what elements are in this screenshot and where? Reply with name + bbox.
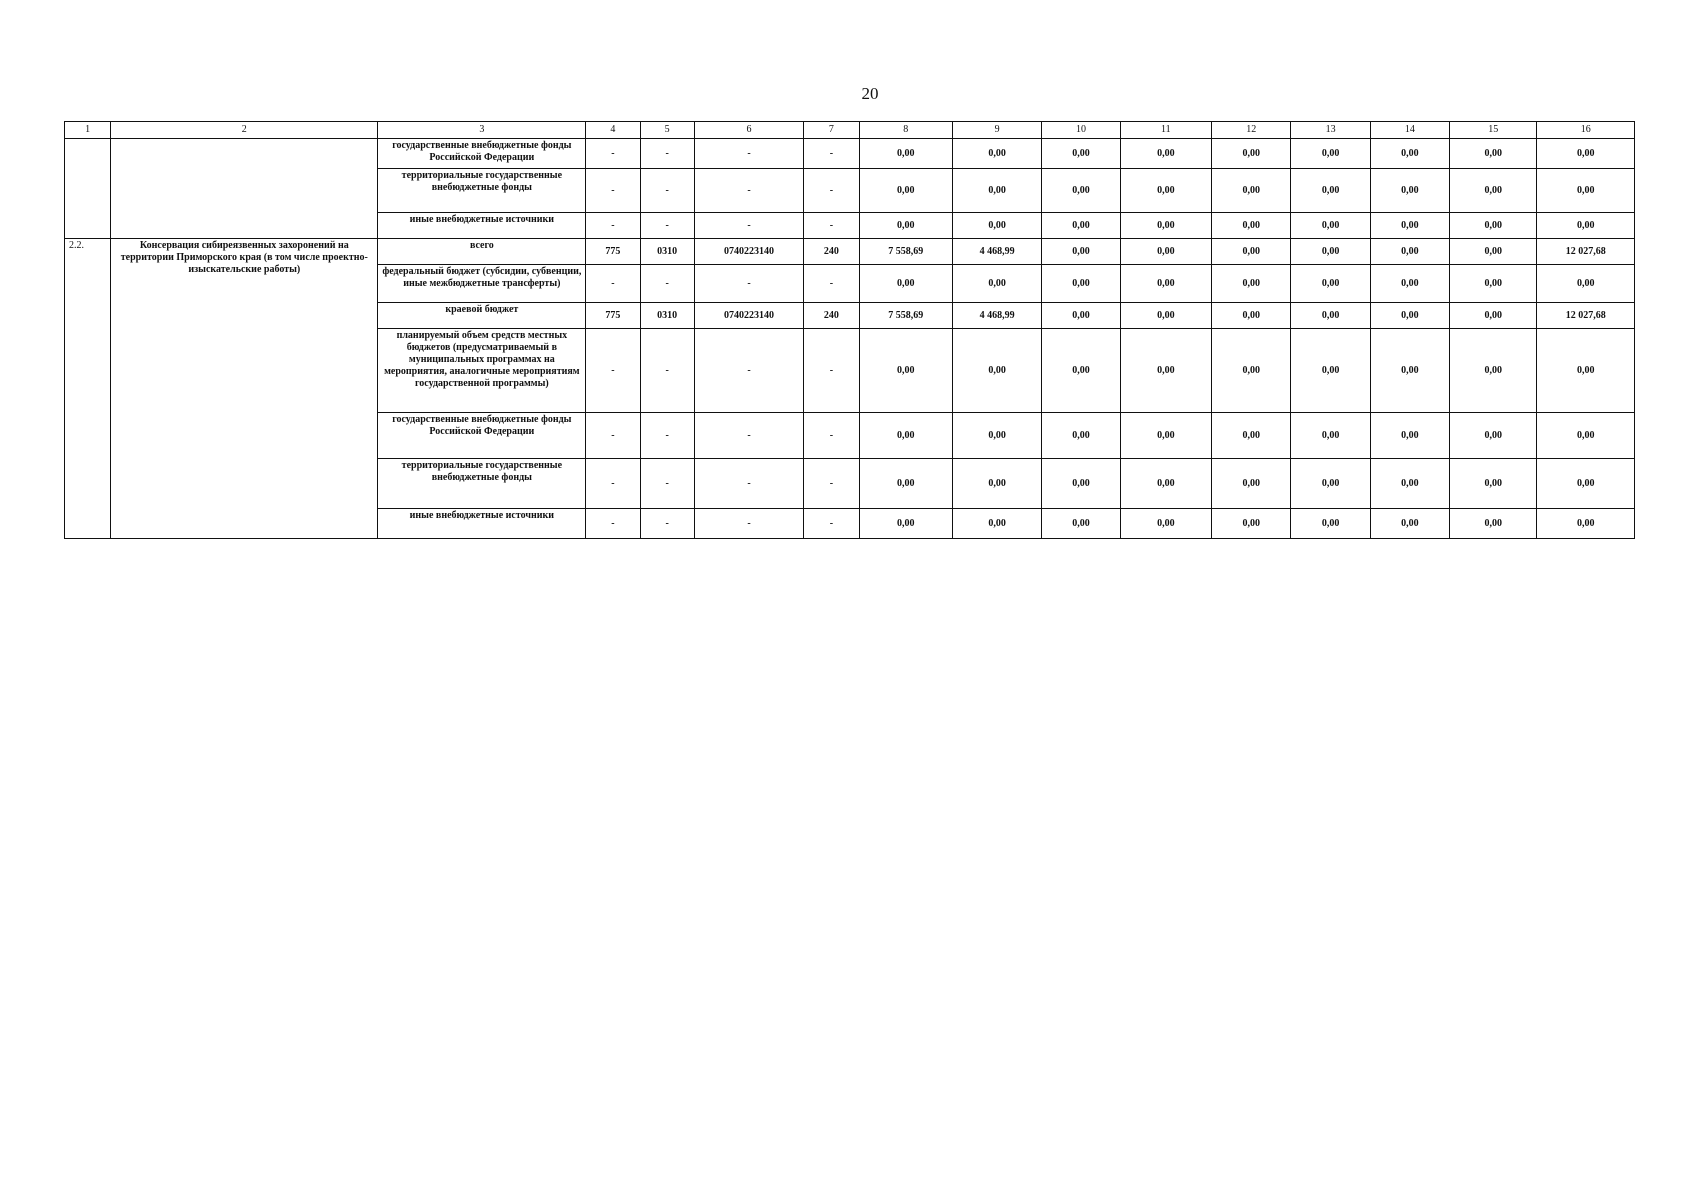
page-number: 20 bbox=[861, 84, 879, 103]
value-cell: 0,00 bbox=[1212, 265, 1291, 303]
value-cell: 0,00 bbox=[1042, 265, 1120, 303]
value-cell: 0,00 bbox=[1120, 459, 1211, 509]
value-cell: 0,00 bbox=[1291, 413, 1370, 459]
code-cell: - bbox=[586, 265, 640, 303]
value-cell: 0,00 bbox=[1212, 213, 1291, 239]
code-cell: - bbox=[586, 329, 640, 413]
value-cell: 0,00 bbox=[1450, 459, 1537, 509]
value-cell: 0,00 bbox=[1370, 509, 1449, 539]
number-cell bbox=[65, 139, 111, 239]
value-cell: 0,00 bbox=[1212, 303, 1291, 329]
value-cell: 0,00 bbox=[1120, 329, 1211, 413]
value-cell: 0,00 bbox=[1120, 139, 1211, 169]
header-cell: 10 bbox=[1042, 122, 1120, 139]
value-cell: 0,00 bbox=[1212, 329, 1291, 413]
value-cell: 0,00 bbox=[1370, 303, 1449, 329]
code-cell: - bbox=[694, 265, 803, 303]
header-cell: 2 bbox=[111, 122, 378, 139]
value-cell: 0,00 bbox=[1042, 139, 1120, 169]
value-cell: 0,00 bbox=[859, 509, 952, 539]
value-cell: 0,00 bbox=[1450, 509, 1537, 539]
value-cell: 0,00 bbox=[1120, 413, 1211, 459]
value-cell: 0,00 bbox=[1537, 329, 1635, 413]
value-cell: 0,00 bbox=[1291, 303, 1370, 329]
header-cell: 16 bbox=[1537, 122, 1635, 139]
code-cell: 0740223140 bbox=[694, 239, 803, 265]
value-cell: 0,00 bbox=[1370, 329, 1449, 413]
funding-source-cell: государственные внебюджетные фонды Российской Федерации bbox=[378, 413, 586, 459]
value-cell: 0,00 bbox=[1212, 459, 1291, 509]
header-cell: 13 bbox=[1291, 122, 1370, 139]
value-cell: 0,00 bbox=[1212, 509, 1291, 539]
value-cell: 0,00 bbox=[1042, 413, 1120, 459]
funding-source-cell: территориальные государственные внебюджетные фонды bbox=[378, 459, 586, 509]
value-cell: 0,00 bbox=[859, 169, 952, 213]
header-cell: 11 bbox=[1120, 122, 1211, 139]
code-cell: - bbox=[804, 265, 859, 303]
value-cell: 0,00 bbox=[952, 169, 1041, 213]
header-cell: 12 bbox=[1212, 122, 1291, 139]
value-cell: 0,00 bbox=[1537, 213, 1635, 239]
code-cell: - bbox=[640, 169, 694, 213]
value-cell: 0,00 bbox=[952, 509, 1041, 539]
funding-source-cell: территориальные государственные внебюджетные фонды bbox=[378, 169, 586, 213]
value-cell: 0,00 bbox=[859, 213, 952, 239]
value-cell: 0,00 bbox=[1537, 169, 1635, 213]
value-cell: 0,00 bbox=[1370, 413, 1449, 459]
value-cell: 0,00 bbox=[1450, 239, 1537, 265]
value-cell: 7 558,69 bbox=[859, 303, 952, 329]
code-cell: - bbox=[586, 413, 640, 459]
value-cell: 0,00 bbox=[1370, 459, 1449, 509]
value-cell: 0,00 bbox=[1291, 459, 1370, 509]
code-cell: - bbox=[804, 413, 859, 459]
value-cell: 0,00 bbox=[1450, 169, 1537, 213]
value-cell: 0,00 bbox=[1120, 213, 1211, 239]
value-cell: 0,00 bbox=[952, 213, 1041, 239]
value-cell: 0,00 bbox=[952, 329, 1041, 413]
value-cell: 0,00 bbox=[1042, 329, 1120, 413]
code-cell: 0740223140 bbox=[694, 303, 803, 329]
code-cell: - bbox=[586, 213, 640, 239]
value-cell: 0,00 bbox=[1370, 265, 1449, 303]
value-cell: 0,00 bbox=[1450, 213, 1537, 239]
value-cell: 0,00 bbox=[1537, 413, 1635, 459]
value-cell: 0,00 bbox=[1291, 329, 1370, 413]
header-row bbox=[65, 122, 1635, 139]
code-cell: 0310 bbox=[640, 239, 694, 265]
value-cell: 0,00 bbox=[859, 329, 952, 413]
code-cell: - bbox=[640, 213, 694, 239]
value-cell: 7 558,69 bbox=[859, 239, 952, 265]
value-cell: 0,00 bbox=[952, 413, 1041, 459]
code-cell: - bbox=[804, 459, 859, 509]
value-cell: 0,00 bbox=[1291, 509, 1370, 539]
code-cell: - bbox=[694, 213, 803, 239]
value-cell: 0,00 bbox=[952, 265, 1041, 303]
code-cell: - bbox=[804, 509, 859, 539]
value-cell: 0,00 bbox=[1291, 265, 1370, 303]
name-cell bbox=[111, 139, 378, 239]
value-cell: 12 027,68 bbox=[1537, 239, 1635, 265]
value-cell: 0,00 bbox=[1537, 265, 1635, 303]
code-cell: - bbox=[640, 509, 694, 539]
header-cell: 8 bbox=[859, 122, 952, 139]
value-cell: 4 468,99 bbox=[952, 303, 1041, 329]
code-cell: - bbox=[804, 169, 859, 213]
value-cell: 0,00 bbox=[1212, 239, 1291, 265]
value-cell: 0,00 bbox=[952, 459, 1041, 509]
value-cell: 0,00 bbox=[859, 413, 952, 459]
value-cell: 12 027,68 bbox=[1537, 303, 1635, 329]
value-cell: 0,00 bbox=[1120, 169, 1211, 213]
value-cell: 0,00 bbox=[1120, 239, 1211, 265]
value-cell: 0,00 bbox=[1537, 139, 1635, 169]
value-cell: 0,00 bbox=[1291, 139, 1370, 169]
header-cell: 15 bbox=[1450, 122, 1537, 139]
value-cell: 0,00 bbox=[1370, 169, 1449, 213]
code-cell: - bbox=[804, 139, 859, 169]
code-cell: - bbox=[804, 213, 859, 239]
code-cell: - bbox=[640, 139, 694, 169]
value-cell: 0,00 bbox=[1042, 509, 1120, 539]
value-cell: 0,00 bbox=[859, 459, 952, 509]
code-cell: 0310 bbox=[640, 303, 694, 329]
value-cell: 0,00 bbox=[1120, 265, 1211, 303]
value-cell: 4 468,99 bbox=[952, 239, 1041, 265]
value-cell: 0,00 bbox=[1370, 139, 1449, 169]
value-cell: 0,00 bbox=[952, 139, 1041, 169]
value-cell: 0,00 bbox=[1370, 239, 1449, 265]
value-cell: 0,00 bbox=[1537, 509, 1635, 539]
code-cell: - bbox=[586, 169, 640, 213]
value-cell: 0,00 bbox=[1120, 303, 1211, 329]
value-cell: 0,00 bbox=[1042, 459, 1120, 509]
header-cell: 6 bbox=[694, 122, 803, 139]
funding-source-cell: федеральный бюджет (субсидии, субвенции, иные межбюджетные трансферты) bbox=[378, 265, 586, 303]
funding-source-cell: всего bbox=[378, 239, 586, 265]
header-cell: 9 bbox=[952, 122, 1041, 139]
value-cell: 0,00 bbox=[1042, 239, 1120, 265]
value-cell: 0,00 bbox=[1450, 303, 1537, 329]
code-cell: - bbox=[804, 329, 859, 413]
table-row bbox=[65, 239, 1635, 265]
value-cell: 0,00 bbox=[1120, 509, 1211, 539]
funding-source-cell: планируемый объем средств местных бюджетов (предусматриваемый в муниципальных программах на мероприятия, аналогичные мероприятиям государственной программы) bbox=[378, 329, 586, 413]
header-cell: 1 bbox=[65, 122, 111, 139]
header-cell: 14 bbox=[1370, 122, 1449, 139]
code-cell: - bbox=[586, 509, 640, 539]
item-number-cell: 2.2. bbox=[65, 239, 111, 539]
code-cell: - bbox=[694, 329, 803, 413]
value-cell: 0,00 bbox=[1450, 413, 1537, 459]
funding-source-cell: государственные внебюджетные фонды Российской Федерации bbox=[378, 139, 586, 169]
code-cell: 240 bbox=[804, 303, 859, 329]
value-cell: 0,00 bbox=[1042, 213, 1120, 239]
value-cell: 0,00 bbox=[1450, 329, 1537, 413]
value-cell: 0,00 bbox=[1042, 303, 1120, 329]
value-cell: 0,00 bbox=[1450, 139, 1537, 169]
table-row bbox=[65, 139, 1635, 169]
value-cell: 0,00 bbox=[1291, 213, 1370, 239]
code-cell: - bbox=[694, 413, 803, 459]
code-cell: - bbox=[640, 459, 694, 509]
funding-source-cell: краевой бюджет bbox=[378, 303, 586, 329]
value-cell: 0,00 bbox=[1212, 413, 1291, 459]
funding-source-cell: иные внебюджетные источники bbox=[378, 213, 586, 239]
code-cell: - bbox=[694, 459, 803, 509]
code-cell: - bbox=[694, 169, 803, 213]
value-cell: 0,00 bbox=[1212, 139, 1291, 169]
code-cell: - bbox=[586, 459, 640, 509]
funding-source-cell: иные внебюджетные источники bbox=[378, 509, 586, 539]
code-cell: 775 bbox=[586, 239, 640, 265]
value-cell: 0,00 bbox=[859, 265, 952, 303]
value-cell: 0,00 bbox=[1291, 169, 1370, 213]
item-name-cell: Консервация сибиреязвенных захоронений на территории Приморского края (в том числе проектно-изыскательские работы) bbox=[111, 239, 378, 539]
code-cell: - bbox=[694, 139, 803, 169]
code-cell: - bbox=[640, 413, 694, 459]
code-cell: - bbox=[640, 329, 694, 413]
code-cell: 775 bbox=[586, 303, 640, 329]
value-cell: 0,00 bbox=[859, 139, 952, 169]
header-cell: 5 bbox=[640, 122, 694, 139]
value-cell: 0,00 bbox=[1291, 239, 1370, 265]
code-cell: - bbox=[586, 139, 640, 169]
code-cell: - bbox=[640, 265, 694, 303]
budget-table bbox=[64, 121, 1635, 539]
header-cell: 7 bbox=[804, 122, 859, 139]
header-cell: 4 bbox=[586, 122, 640, 139]
value-cell: 0,00 bbox=[1042, 169, 1120, 213]
code-cell: - bbox=[694, 509, 803, 539]
value-cell: 0,00 bbox=[1537, 459, 1635, 509]
value-cell: 0,00 bbox=[1450, 265, 1537, 303]
value-cell: 0,00 bbox=[1212, 169, 1291, 213]
header-cell: 3 bbox=[378, 122, 586, 139]
code-cell: 240 bbox=[804, 239, 859, 265]
value-cell: 0,00 bbox=[1370, 213, 1449, 239]
